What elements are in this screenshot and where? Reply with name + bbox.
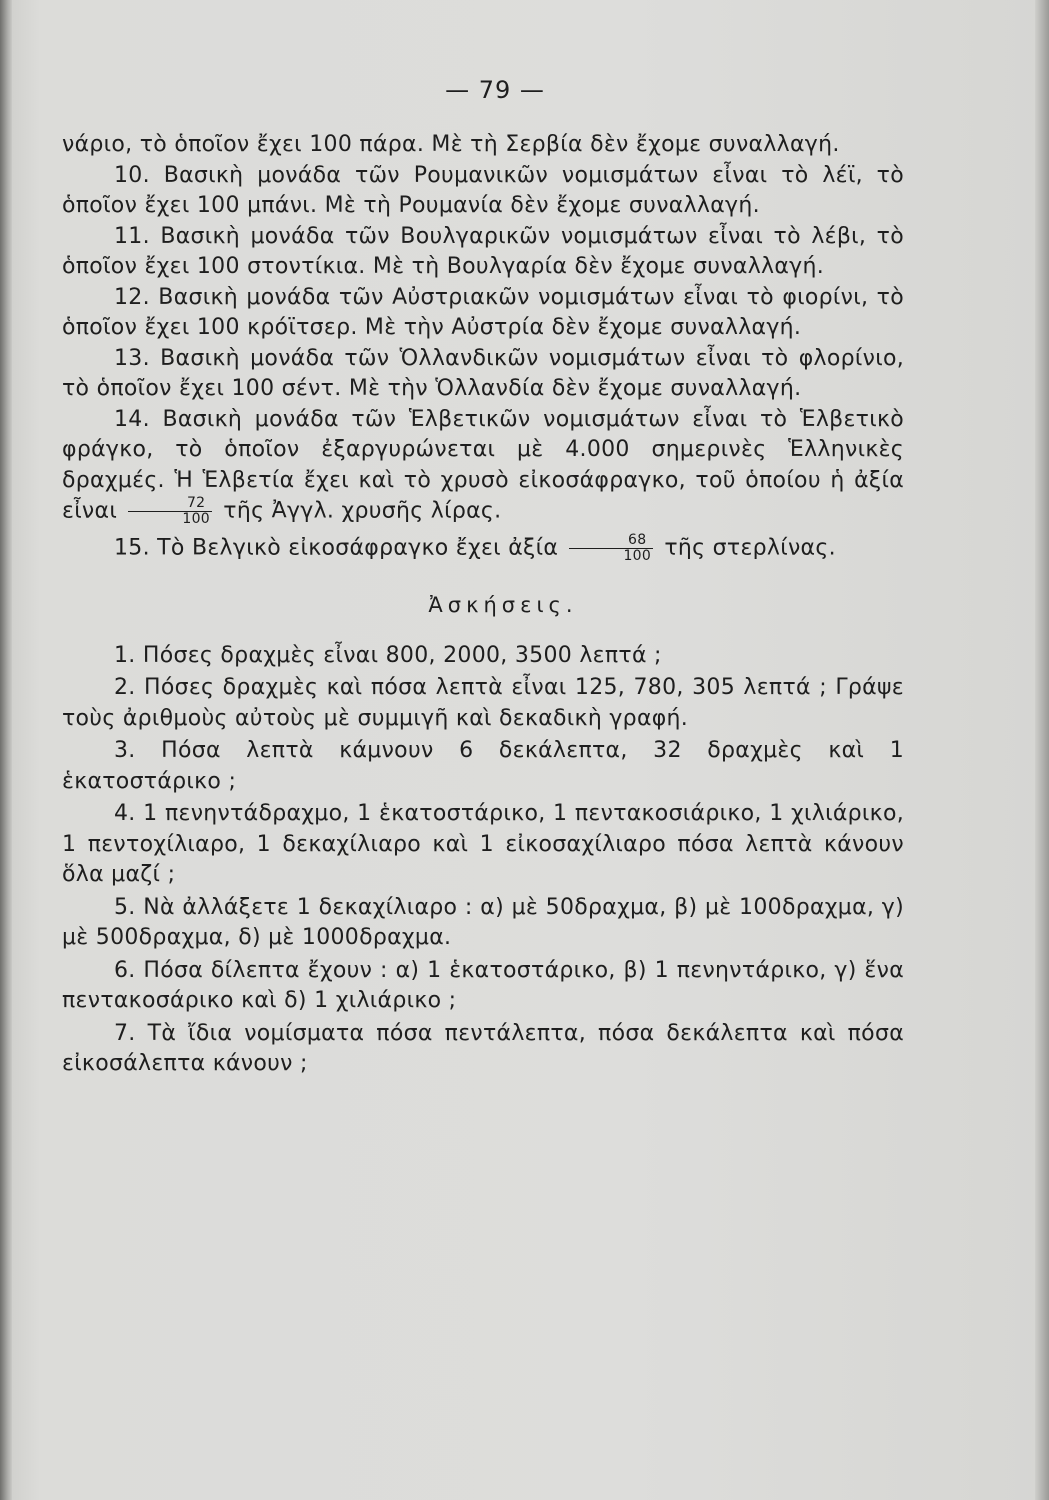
paragraph-14-text: 14. Βασικὴ μονάδα τῶν Ἑλβετικῶν νομισμάτων εἶναι τὸ Ἑλβετικὸ φράγκο, τὸ ὁποῖον ἐξαργυρώνεται μὲ 4.000 σημερινὲς Ἑλληνικὲς δραχμές. Ἡ Ἑλβετία ἔχει καὶ τὸ χρυσὸ εἰκοσάφραγκο, τοῦ ὁποίου ἡ ἀξία εἶναι — [62, 406, 904, 524]
exercises-heading: Ἀσκήσεις. — [428, 593, 578, 617]
paragraph-15-text: 15. Τὸ Βελγικὸ εἰκοσάφραγκο ἔχει ἀξία — [114, 535, 559, 561]
exercise-5: 5. Νὰ ἀλλάξετε 1 δεκαχίλιαρο : α) μὲ 50δραχμα, β) μὲ 100δραχμα, γ) μὲ 500δραχμα, δ) μὲ 1000δραχμα. — [62, 894, 904, 950]
fraction-numerator: 68 — [569, 533, 653, 549]
paragraph-13: 13. Βασικὴ μονάδα τῶν Ὁλλανδικῶν νομισμάτων εἶναι τὸ φλορίνιο, τὸ ὁποῖον ἔχει 100 σέντ. Μὲ τὴν Ὁλλανδία δὲν ἔχομε συναλλαγή. — [62, 345, 904, 401]
paragraph-15-tail: τῆς στερλίνας. — [664, 535, 836, 561]
page-number: — 79 — — [445, 76, 545, 104]
paragraph-10: 10. Βασικὴ μονάδα τῶν Ρουμανικῶν νομισμάτων εἶναι τὸ λέϊ, τὸ ὁποῖον ἔχει 100 μπάνι. Μὲ τὴ Ρουμανία δὲν ἔχομε συναλλαγή. — [62, 162, 904, 218]
exercise-7: 7. Τὰ ἴδια νομίσματα πόσα πεντάλεπτα, πόσα δεκάλεπτα καὶ πόσα εἰκοσάλεπτα κάνουν ; — [62, 1020, 904, 1076]
exercise-1: 1. Πόσες δραχμὲς εἶναι 800, 2000, 3500 λεπτά ; — [114, 642, 662, 668]
paragraph-11: 11. Βασικὴ μονάδα τῶν Βουλγαρικῶν νομισμάτων εἶναι τὸ λέβι, τὸ ὁποῖον ἔχει 100 στοντίκια. Μὲ τὴ Βουλγαρία δὲν ἔχομε συναλλαγή. — [62, 223, 904, 279]
fraction-denominator: 100 — [182, 511, 210, 527]
body-text — [62, 130, 904, 1080]
fraction-numerator: 72 — [128, 496, 212, 512]
fraction-72-100 — [128, 496, 212, 527]
exercise-2: 2. Πόσες δραχμὲς καὶ πόσα λεπτὰ εἶναι 125, 780, 305 λεπτά ; Γράψε τοὺς ἀριθμοὺς αὐτοὺς μὲ συμμιγῆ καὶ δεκαδικὴ γραφή. — [62, 675, 904, 731]
fraction-denominator: 100 — [623, 548, 652, 564]
exercise-4: 4. 1 πενηντάδραχμο, 1 ἑκατοστάρικο, 1 πεντακοσιάρικο, 1 χιλιάρικο, 1 πεντοχίλιαρο, 1 δεκαχίλιαρο καὶ 1 εἰκοσαχίλιαρο πόσα λεπτὰ κάνουν ὅλα μαζί ; — [62, 801, 904, 887]
page-right-edge — [1035, 0, 1049, 1500]
fraction-68-100 — [569, 533, 653, 564]
page-binding-shadow — [0, 0, 12, 1500]
paragraph-15 — [62, 533, 904, 564]
paragraph-14 — [62, 405, 904, 528]
paragraph-14-tail: τῆς Ἀγγλ. χρυσῆς λίρας. — [223, 498, 502, 524]
exercise-3: 3. Πόσα λεπτὰ κάμνουν 6 δεκάλεπτα, 32 δραχμὲς καὶ 1 ἑκατοστάρικο ; — [62, 738, 904, 794]
exercise-6: 6. Πόσα δίλεπτα ἔχουν : α) 1 ἑκατοστάρικο, β) 1 πενηντάρικο, γ) ἕνα πεντακοσάρικο καὶ δ) 1 χιλιάρικο ; — [62, 957, 904, 1013]
paragraph-12: 12. Βασικὴ μονάδα τῶν Αὐστριακῶν νομισμάτων εἶναι τὸ φιορίνι, τὸ ὁποῖον ἔχει 100 κρόϊτσερ. Μὲ τὴν Αὐστρία δὲν ἔχομε συναλλαγή. — [62, 284, 904, 340]
paragraph-continuation: νάριο, τὸ ὁποῖον ἔχει 100 πάρα. Μὲ τὴ Σερβία δὲν ἔχομε συναλλαγή. — [62, 132, 840, 157]
